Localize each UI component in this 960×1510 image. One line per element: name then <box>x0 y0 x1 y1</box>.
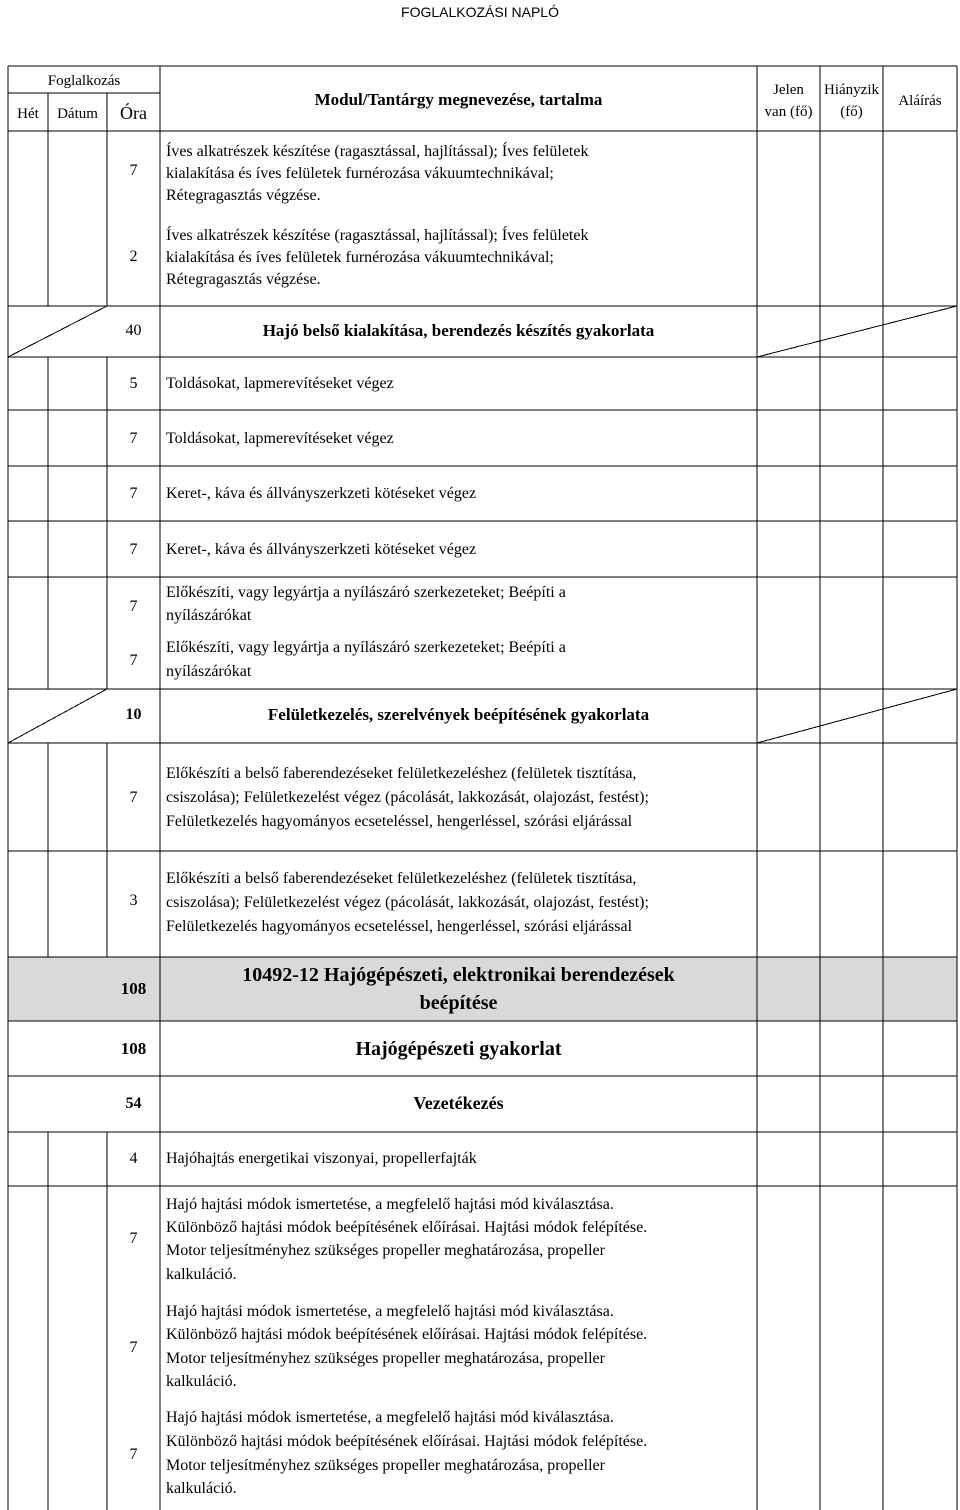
row-content-line: Előkészíti a belső faberendezéseket felületkezeléshez (felületek tisztítása, <box>166 870 637 887</box>
row-content-line: Motor teljesítményhez szükséges propeller meghatározása, propeller <box>166 1242 605 1259</box>
header-ora: Óra <box>120 103 147 123</box>
section-hours: 108 <box>120 1039 147 1058</box>
section-title: Vezetékezés <box>413 1093 504 1113</box>
module-title-line: beépítése <box>419 992 498 1014</box>
row-content-line: Különböző hajtási módok beépítésének előírásai. Hajtási módok felépítése. <box>166 1433 648 1450</box>
row-content-line: Motor teljesítményhez szükséges propeller meghatározása, propeller <box>166 1350 605 1367</box>
row-content-line: nyílászárókat <box>166 607 252 624</box>
row-content-line: Felületkezelés hagyományos ecseteléssel, hengerléssel, szórási eljárással <box>166 813 633 830</box>
row-content-line: csiszolása); Felületkezelést végez (pácolását, lakkozását, olajozást, festést); <box>166 894 649 911</box>
module-hours: 108 <box>120 979 147 998</box>
row-content-line: Rétegragasztás végzése. <box>166 187 321 204</box>
row-content-line: Toldásokat, lapmerevítéseket végez <box>166 430 394 447</box>
row-hours: 7 <box>129 485 138 502</box>
section-title: Hajógépészeti gyakorlat <box>355 1038 562 1060</box>
page-title: FOGLALKOZÁSI NAPLÓ <box>401 4 559 20</box>
row-hours: 2 <box>129 248 138 265</box>
header-jelen-1: Jelen <box>773 82 804 98</box>
module-title-line: 10492-12 Hajógépészeti, elektronikai berendezések <box>242 964 675 986</box>
row-hours: 3 <box>129 892 138 909</box>
row-content-line: Előkészíti a belső faberendezéseket felületkezeléshez (felületek tisztítása, <box>166 765 637 782</box>
row-content-line: kalkuláció. <box>166 1266 237 1283</box>
row-content-line: Hajó hajtási módok ismertetése, a megfelelő hajtási mód kiválasztása. <box>166 1409 614 1426</box>
row-content-line: kalkuláció. <box>166 1373 237 1390</box>
row-hours: 7 <box>129 598 138 615</box>
row-hours: 7 <box>129 1339 138 1356</box>
row-content-line: Keret-, káva és állványszerkzeti kötéseket végez <box>166 485 477 502</box>
row-content-line: Íves alkatrészek készítése (ragasztással, hajlítással); Íves felületek <box>166 227 589 244</box>
row-hours: 4 <box>129 1150 138 1167</box>
row-content-line: Különböző hajtási módok beépítésének előírásai. Hajtási módok felépítése. <box>166 1219 648 1236</box>
row-content-line: Különböző hajtási módok beépítésének előírásai. Hajtási módok felépítése. <box>166 1326 648 1343</box>
row-hours: 7 <box>129 652 138 669</box>
section-hours: 40 <box>125 322 142 339</box>
header-jelen-2: van (fő) <box>764 104 813 120</box>
row-content-line: kalkuláció. <box>166 1480 237 1497</box>
row-hours: 7 <box>129 430 138 447</box>
row-content-line: Rétegragasztás végzése. <box>166 271 321 288</box>
row-hours: 7 <box>129 162 138 179</box>
row-content-line: kialakítása és íves felületek furnérozása vákuumtechnikával; <box>166 249 554 266</box>
header-alairas: Aláírás <box>898 93 942 109</box>
row-content-line: Íves alkatrészek készítése (ragasztással, hajlítással); Íves felületek <box>166 143 589 160</box>
row-content-line: Hajóhajtás energetikai viszonyai, propellerfajták <box>166 1150 477 1167</box>
section-hours: 54 <box>125 1095 142 1112</box>
row-content-line: Hajó hajtási módok ismertetése, a megfelelő hajtási mód kiválasztása. <box>166 1303 614 1320</box>
row-content-line: Előkészíti, vagy legyártja a nyílászáró szerkezeteket; Beépíti a <box>166 584 566 601</box>
row-content-line: csiszolása); Felületkezelést végez (pácolását, lakkozását, olajozást, festést); <box>166 789 649 806</box>
section-hours: 10 <box>125 706 142 723</box>
row-hours: 7 <box>129 1230 138 1247</box>
row-hours: 7 <box>129 541 138 558</box>
header-datum: Dátum <box>57 106 98 122</box>
row-content-line: Hajó hajtási módok ismertetése, a megfelelő hajtási mód kiválasztása. <box>166 1196 614 1213</box>
section-title: Felületkezelés, szerelvények beépítésének gyakorlata <box>267 705 650 724</box>
row-content-line: Keret-, káva és állványszerkzeti kötéseket végez <box>166 541 477 558</box>
header-hianyzik-2: (fő) <box>840 104 863 120</box>
row-content-line: Felületkezelés hagyományos ecseteléssel, hengerléssel, szórási eljárással <box>166 918 633 935</box>
header-hianyzik-1: Hiányzik <box>824 82 879 98</box>
header-modul: Modul/Tantárgy megnevezése, tartalma <box>314 90 603 109</box>
header-het: Hét <box>17 106 39 122</box>
row-content-line: Toldásokat, lapmerevítéseket végez <box>166 375 394 392</box>
section-title: Hajó belső kialakítása, berendezés készítés gyakorlata <box>262 321 655 340</box>
row-content-line: kialakítása és íves felületek furnérozása vákuumtechnikával; <box>166 165 554 182</box>
header-foglalkozas: Foglalkozás <box>47 73 121 89</box>
row-content-line: nyílászárókat <box>166 663 252 680</box>
row-hours: 7 <box>129 789 138 806</box>
row-hours: 7 <box>129 1446 138 1463</box>
row-content-line: Motor teljesítményhez szükséges propeller meghatározása, propeller <box>166 1457 605 1474</box>
row-content-line: Előkészíti, vagy legyártja a nyílászáró szerkezeteket; Beépíti a <box>166 639 566 656</box>
row-hours: 5 <box>129 375 138 392</box>
